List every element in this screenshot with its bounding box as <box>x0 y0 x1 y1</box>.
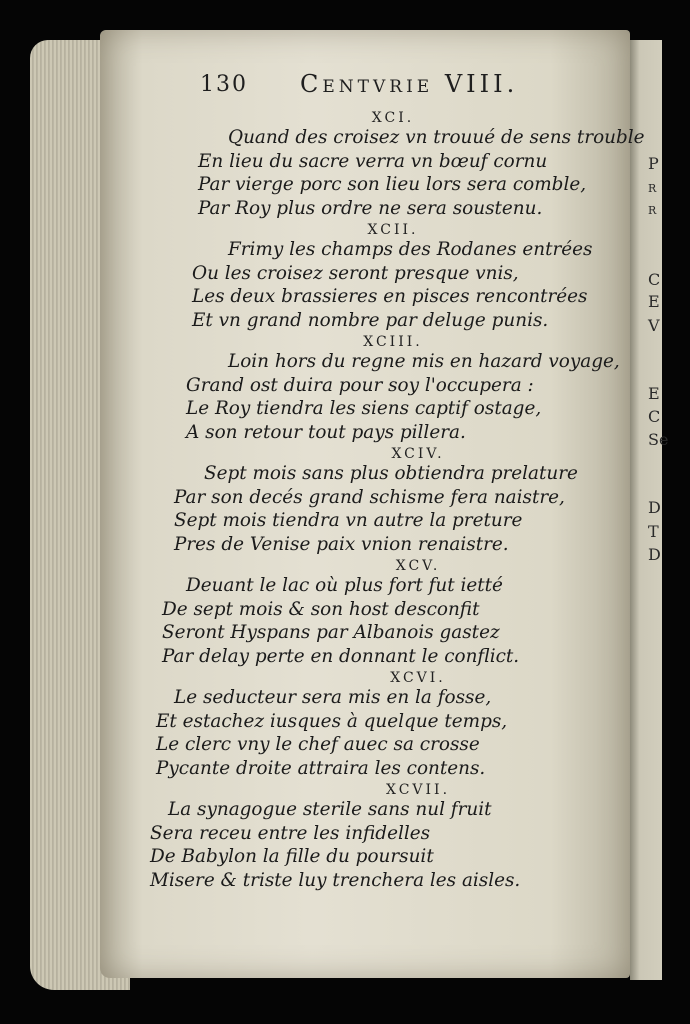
facing-letter: E <box>648 384 660 403</box>
verse-line: Les deux brassieres en pisces rencontrées <box>192 286 588 307</box>
quatrain <box>150 110 645 220</box>
quatrain-numeral: XCII. <box>367 222 419 238</box>
verse-line: Grand ost duira pour soy l'occupera : <box>186 374 534 396</box>
quatrain-numeral: XCVII. <box>385 782 451 798</box>
verse-line: Sept mois tiendra vn autre la preture <box>174 510 523 531</box>
verse-line: Seront Hyspans par Albanois gastez <box>162 622 500 643</box>
verse-line: Par Roy plus ordre ne sera soustenu. <box>198 197 543 219</box>
verse-line: Le seducteur sera mis en la fosse, <box>174 687 492 708</box>
facing-letter: D <box>648 545 661 564</box>
running-title: Centvrie VIII. <box>300 70 519 98</box>
facing-letter: R <box>648 182 657 195</box>
page-header <box>200 72 560 106</box>
verse-line: A son retour tout pays pillera. <box>186 421 466 443</box>
quatrain-list <box>150 108 645 892</box>
quatrain <box>150 222 626 332</box>
quatrain <box>150 782 626 892</box>
verse-line: Deuant le lac où plus fort fut ietté <box>186 575 503 596</box>
verse-line: Quand des croisez vn trouué de sens trouble <box>228 127 645 148</box>
verse-line: De Babylon la fille du poursuit <box>150 846 434 867</box>
quatrain <box>150 334 626 444</box>
quatrain <box>150 670 626 780</box>
quatrain-numeral: XCI. <box>371 110 415 126</box>
verse-line: Par son decés grand schisme fera naistre, <box>174 486 565 508</box>
quatrain-numeral: XCVI. <box>390 670 446 686</box>
verse-line: Sera receu entre les infidelles <box>150 822 431 844</box>
quatrain-numeral: XCIV. <box>391 446 445 462</box>
verse-line: Frimy les champs des Rodanes entrées <box>228 239 593 260</box>
facing-letter: P <box>648 154 659 173</box>
verse-line: Sept mois sans plus obtiendra prelature <box>204 463 578 484</box>
verse-line: Ou les croisez seront presque vnis, <box>192 262 519 284</box>
quatrain <box>150 446 626 556</box>
verse-line: Par delay perte en donnant le conflict. <box>162 645 520 667</box>
facing-letter: C <box>648 407 661 426</box>
facing-letter: D <box>648 498 661 517</box>
facing-page-text <box>648 0 668 1024</box>
quatrain <box>150 558 626 668</box>
facing-letter: E <box>648 292 660 311</box>
verse-line: En lieu du sacre verra vn bœuf cornu <box>198 150 548 172</box>
facing-letter: T <box>648 522 659 541</box>
facing-letter: R <box>648 204 657 217</box>
verse-line: Le clerc vny le chef auec sa crosse <box>156 734 480 755</box>
page-number: 130 <box>200 72 248 97</box>
verse-line: De sept mois & son host desconfit <box>162 598 480 620</box>
verse-line: Et vn grand nombre par deluge punis. <box>192 309 549 331</box>
facing-letter: V <box>648 316 660 335</box>
verse-line: Pres de Venise paix vnion renaistre. <box>174 533 509 555</box>
verse-line: La synagogue sterile sans nul fruit <box>168 799 492 820</box>
quatrain-numeral: XCIII. <box>363 334 423 350</box>
verse-line: Pycante droite attraira les contens. <box>156 757 486 779</box>
verse-line: Loin hors du regne mis en hazard voyage, <box>228 351 620 372</box>
facing-letter: Se <box>648 430 669 449</box>
verse-line: Et estachez iusques à quelque temps, <box>156 710 508 732</box>
quatrain-numeral: XCV. <box>395 558 441 574</box>
facing-letter: C <box>648 270 661 289</box>
verse-line: Par vierge porc son lieu lors sera comble, <box>198 174 587 195</box>
verse-line: Misere & triste luy trenchera les aisles. <box>150 869 521 891</box>
verse-line: Le Roy tiendra les siens captif ostage, <box>186 398 542 419</box>
